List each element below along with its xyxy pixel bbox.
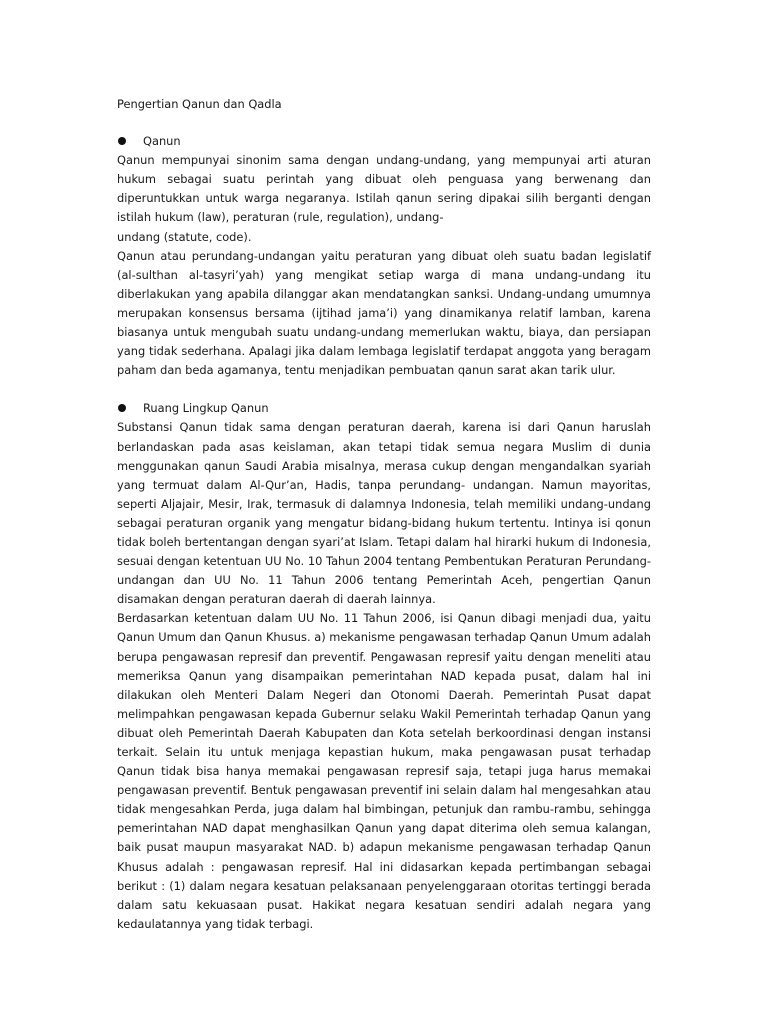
section-heading-ruang-lingkup: [117, 399, 651, 418]
paragraph: Berdasarkan ketentuan dalam UU No. 11 Tahun 2006, isi Qanun dibagi menjadi dua, yaitu Qanun Umum dan Qanun Khusus. a) mekanisme pengawasan terhadap Qanun Umum adalah berupa pengawasan represif dan preventif. Pengawasan represif yaitu dengan meneliti atau memeriksa Qanun yang disampaikan pemerintahan NAD kepada pusat, dalam hal ini dilakukan oleh Menteri Dalam Negeri dan Otonomi Daerah. Pemerintah Pusat dapat melimpahkan pengawasan kepada Gubernur selaku Wakil Pemerintah terhadap Qanun yang dibuat oleh Pemerintah Daerah Kabupaten dan Kota setelah berkoordinasi dengan instansi terkait. Selain itu untuk menjaga kepastian hukum, maka pengawasan pusat terhadap Qanun tidak bisa hanya memakai pengawasan represif saja, tetapi juga harus memakai pengawasan preventif. Bentuk pengawasan preventif ini selain dalam hal mengesahkan atau tidak mengesahkan Perda, juga dalam hal bimbingan, petunjuk dan rambu-rambu, sehingga pemerintahan NAD dapat menghasilkan Qanun yang dapat diterima oleh semua kalangan, baik pusat maupun masyarakat NAD. b) adapun mekanisme pengawasan terhadap Qanun Khusus adalah : pengawasan represif. Hal ini didasarkan kepada pertimbangan sebagai berikut : (1) dalam negara kesatuan pelaksanaan penyelenggaraan otoritas tertinggi berada dalam satu kekuasaan pusat. Hakikat negara kesatuan sendiri adalah negara yang kedaulatannya yang tidak terbagi.: [117, 611, 651, 931]
document-title: Pengertian Qanun dan Qadla: [117, 97, 282, 111]
section-qanun: [117, 132, 651, 380]
section-heading-label: Ruang Lingkup Qanun: [143, 401, 269, 416]
bullet-icon: [118, 404, 126, 412]
paragraph: Qanun atau perundang-undangan yaitu peraturan yang dibuat oleh suatu badan legislatif (al-sulthan al-tasyri’yah) yang mengikat setiap warga di mana undang-undang itu diberlakukan yang apabila dilanggar akan mendatangkan sanksi. Undang-undang umumnya merupakan konsensus bersama (ijtihad jama’i) yang dinamikanya relatif lamban, karena biasanya untuk mengubah suatu undang-undang memerlukan waktu, biaya, dan persiapan yang tidak sederhana. Apalagi jika dalam lembaga legislatif terdapat anggota yang beragam paham dan beda agamanya, tentu menjadikan pembuatan qanun sarat akan tarik ulur.: [117, 248, 651, 378]
section-ruang-lingkup: [117, 399, 651, 934]
document-page: [117, 95, 651, 934]
bullet-icon: [118, 137, 126, 145]
paragraph: Qanun mempunyai sinonim sama dengan undang-undang, yang mempunyai arti aturan hukum sebagai suatu perintah yang dibuat oleh penguasa yang berwenang dan diperuntukkan untuk warga negaranya. Istilah qanun sering dipakai silih berganti dengan istilah hukum (law), peraturan (rule, regulation), undang-: [117, 153, 651, 225]
paragraph: Substansi Qanun tidak sama dengan peraturan daerah, karena isi dari Qanun haruslah berlandaskan pada asas keislaman, akan tetapi tidak semua negara Muslim di dunia menggunakan qanun Saudi Arabia misalnya, merasa cukup dengan mengandalkan syariah yang termuat dalam Al-Qur’an, Hadis, tanpa perundang- undangan. Namun mayoritas, seperti Aljajair, Mesir, Irak, termasuk di dalamnya Indonesia, telah memiliki undang-undang sebagai peraturan organik yang mengatur bidang-bidang hukum tertentu. Intinya isi qonun tidak boleh bertentangan dengan syari’at Islam. Tetapi dalam hal hirarki hukum di Indonesia, sesuai dengan ketentuan UU No. 10 Tahun 2004 tentang Pembentukan Peraturan Perundang-undangan dan UU No. 11 Tahun 2006 tentang Pemerintah Aceh, pengertian Qanun disamakan dengan peraturan daerah di daerah lainnya.: [117, 420, 651, 607]
section-spacer: [117, 380, 651, 399]
paragraph: undang (statute, code).: [117, 229, 252, 244]
section-heading-label: Qanun: [143, 134, 181, 149]
section-heading-qanun: [117, 132, 651, 151]
